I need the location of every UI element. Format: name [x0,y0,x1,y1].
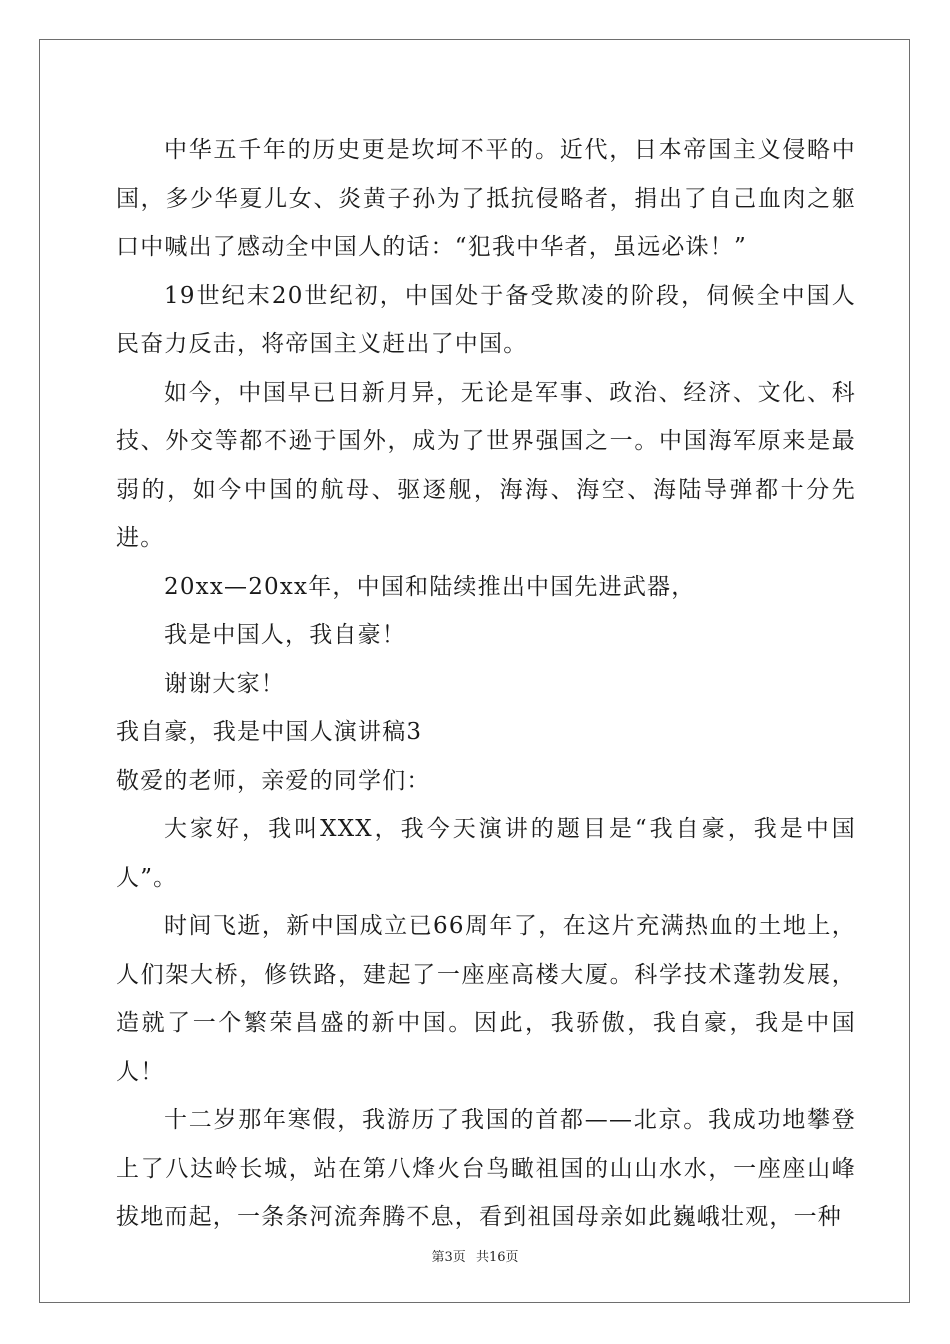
salutation: 敬爱的老师，亲爱的同学们： [116,767,431,794]
paragraph: 19世纪末20世纪初，中国处于备受欺凌的阶段，伺候全中国人民奋力反击，将帝国主义赶出了中国。 [116,282,856,357]
paragraph: 20xx—20xx年，中国和陆续推出中国先进武器， [164,573,696,600]
paragraph: 我是中国人，我自豪！ [164,622,406,648]
paragraph: 十二岁那年寒假，我游历了我国的首都——北京。我成功地攀登上了八达岭长城，站在第八烽火台鸟瞰祖国的山山水水，一座座山峰拔地而起，一条条河流奔腾不息，看到祖国母亲如此巍峨壮观，一种 [116,1107,856,1230]
document-body [116,126,856,1242]
section-heading: 我自豪，我是中国人演讲稿3 [116,719,423,745]
page-number: 第3页 [431,1250,466,1265]
paragraph: 大家好，我叫XXX，我今天演讲的题目是“我自豪，我是中国人”。 [116,816,856,891]
paragraph: 如今，中国早已日新月异，无论是军事、政治、经济、文化、科技、外交等都不逊于国外，成为了世界强国之一。中国海军原来是最弱的，如今中国的航母、驱逐舰，海海、海空、海陆导弹都十分先进。 [116,379,856,551]
paragraph: 时间飞逝，新中国成立已66周年了，在这片充满热血的土地上，人们架大桥，修铁路，建起了一座座高楼大厦。科学技术蓬勃发展，造就了一个繁荣昌盛的新中国。因此，我骄傲，我自豪，我是中国人！ [116,913,856,1085]
total-pages: 共16页 [475,1250,519,1265]
paragraph: 谢谢大家！ [164,670,285,697]
paragraph: 中华五千年的历史更是坎坷不平的。近代，日本帝国主义侵略中国，多少华夏儿女、炎黄子孙为了抵抗侵略者，捐出了自己血肉之躯口中喊出了感动全中国人的话：“犯我中华者，虽远必诛！” [116,137,856,260]
page-footer [0,1246,950,1265]
